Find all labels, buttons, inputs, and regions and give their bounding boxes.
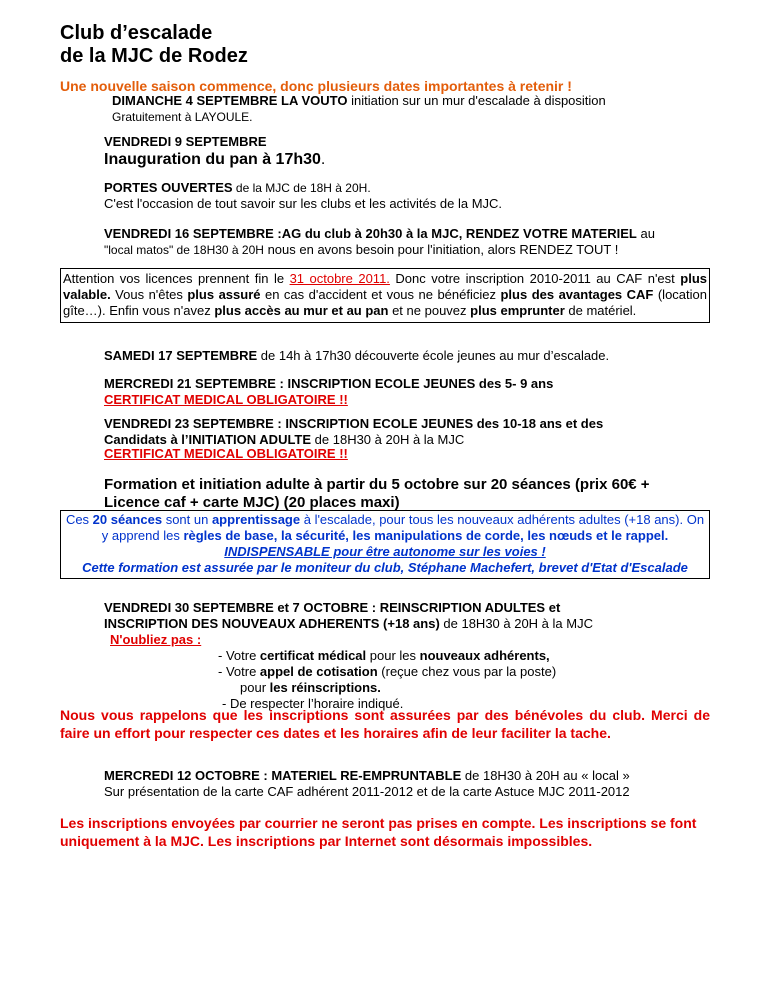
licence-warning-box: Attention vos licences prennent fin le 31 octobre 2011. Donc votre inscription 2010-2011 au CAF n'est plus valable. Vous n'êtes plus assuré en cas d'accident et vous ne bénéficiez plus des avantages CAF (location gîte…). Enfin vous n'avez plus accès au mur et au pan et ne pouvez plus emprunter de matériel. [60, 268, 710, 323]
checklist-item-reinscriptions: pour les réinscriptions. [240, 680, 381, 695]
page-title [60, 22, 248, 68]
event-oct-12-line2: Sur présentation de la carte CAF adhérent 2011-2012 et de la carte Astuce MJC 2011-2012 [104, 784, 630, 799]
checklist-item-cotisation: - Votre appel de cotisation (reçue chez vous par la poste) [218, 664, 557, 679]
formation-box: Ces 20 séances sont un apprentissage à l'escalade, pour tous les nouveaux adhérents adultes (+18 ans). On y apprend les règles de base, la sécurité, les manipulations de corde, les nœuds et le rappel. INDISPENSABLE pour être autonome sur les voies ! Cette formation est assurée par le moniteur du club, Stéphane Machefert, brevet d'Etat d'Escalade [60, 510, 710, 579]
event-reinscription-line2: INSCRIPTION DES NOUVEAUX ADHERENTS (+18 ans) de 18H30 à 20H à la MJC [104, 616, 593, 631]
certificat-medical-1: CERTIFICAT MEDICAL OBLIGATOIRE !! [104, 392, 348, 407]
event-sept-16: VENDREDI 16 SEPTEMBRE :AG du club à 20h30 à la MJC, RENDEZ VOTRE MATERIEL au [104, 226, 655, 241]
title-line-2: de la MJC de Rodez [60, 45, 248, 67]
formation-heading: Formation et initiation adulte à partir du 5 octobre sur 20 séances (prix 60€ + Licence caf + carte MJC) (20 places maxi) [104, 476, 650, 511]
certificat-medical-2: CERTIFICAT MEDICAL OBLIGATOIRE !! [104, 446, 348, 461]
event-heading: DIMANCHE 4 SEPTEMBRE LA VOUTO [112, 93, 348, 108]
portes-ouvertes-line2: C'est l'occasion de tout savoir sur les clubs et les activités de la MJC. [104, 196, 503, 211]
portes-ouvertes: PORTES OUVERTES de la MJC de 18H à 20H. [104, 180, 371, 195]
event-oct-12: MERCREDI 12 OCTOBRE : MATERIEL RE-EMPRUNTABLE de 18H30 à 20H au « local » [104, 768, 630, 783]
event-sept-23-line2: Candidats à l’INITIATION ADULTE de 18H30 à 20H à la MJC [104, 432, 465, 447]
event-sept-16-line2: "local matos" de 18H30 à 20H nous en avons besoin pour l'initiation, alors RENDEZ TOUT ! [104, 242, 619, 257]
event-sept-21: MERCREDI 21 SEPTEMBRE : INSCRIPTION ECOLE JEUNES des 5- 9 ans [104, 376, 554, 391]
checklist-item-certificat: - Votre certificat médical pour les nouveaux adhérents, [218, 648, 550, 663]
title-line-1: Club d’escalade [60, 22, 213, 44]
event-sept-9-heading: VENDREDI 9 SEPTEMBRE [104, 134, 267, 149]
intro-text: Une nouvelle saison commence, donc plusieurs dates importantes à retenir ! [60, 78, 572, 94]
event-sept-4: DIMANCHE 4 SEPTEMBRE LA VOUTO initiation sur un mur d'escalade à disposition [112, 93, 606, 108]
oubliez-pas: N'oubliez pas : [110, 632, 202, 647]
volunteer-reminder: Nous vous rappelons que les inscriptions sont assurées par des bénévoles du club. Merci de faire un effort pour respecter ces dates et les horaires afin de leur faciliter la tache. [60, 707, 710, 741]
event-sept-4-sub: Gratuitement à LAYOULE. [112, 110, 253, 124]
licence-end-date: 31 octobre 2011. [289, 271, 390, 286]
event-sept-23: VENDREDI 23 SEPTEMBRE : INSCRIPTION ECOLE JEUNES des 10-18 ans et des [104, 416, 604, 431]
event-sept-17: SAMEDI 17 SEPTEMBRE de 14h à 17h30 découverte école jeunes au mur d’escalade. [104, 348, 610, 363]
inauguration-line: Inauguration du pan à 17h30. [104, 151, 326, 168]
event-reinscription: VENDREDI 30 SEPTEMBRE et 7 OCTOBRE : REINSCRIPTION ADULTES et [104, 600, 561, 615]
final-notice: Les inscriptions envoyées par courrier ne seront pas prises en compte. Les inscriptions se font uniquement à la MJC. Les inscriptions par Internet sont désormais impossibles. [60, 815, 697, 849]
checklist-item-horaire: - De respecter l’horaire indiqué. [222, 696, 404, 711]
